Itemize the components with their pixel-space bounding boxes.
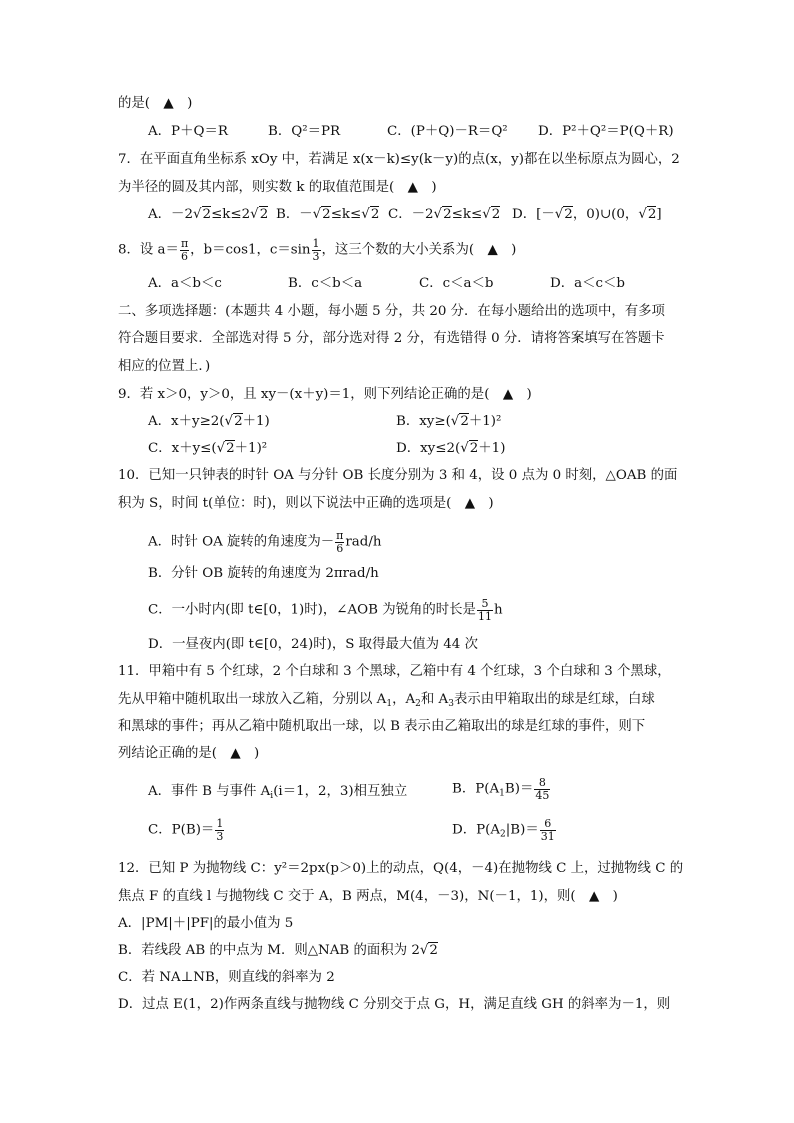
- q12-line-1: 12．已知 P 为抛物线 C：y²＝2px(p＞0)上的动点，Q(4，－4)在抛物线 C 上，过抛物线 C 的: [118, 861, 684, 876]
- q9-option-c: C．x＋y≤(√2＋1)²: [148, 441, 268, 456]
- q7-option-b: B．－√2≤k≤√2: [276, 207, 380, 222]
- q11-option-b: B．$P(A_1B)=$ $\frac{8}{45}$: [452, 776, 550, 802]
- q8-frac-c: $\frac{1}{3}$: [312, 237, 320, 263]
- q10-option-b: B．分针 OB 旋转的角速度为 2πrad/h: [148, 566, 379, 581]
- q12-option-d: D．过点 E(1，2)作两条直线与抛物线 C 分别交于点 G，H，满足直线 GH 的斜率为－1，则: [118, 997, 671, 1012]
- q11-line-2: 先从甲箱中随机取出一球放入乙箱，分别以 $A_1$，$A_2$和 $A_3$表示由甲箱取出的球是红球，白球: [118, 692, 655, 709]
- q7-option-d: D．[－√2，0)∪(0，√2]: [512, 207, 662, 222]
- q9-option-b: B．xy≥(√2＋1)²: [396, 414, 502, 429]
- section2-line-1: 二、多项选择题：(本题共 4 小题，每小题 5 分，共 20 分．在每小题给出的选项中，有多项: [118, 304, 665, 319]
- q6-option-c: C．(P＋Q)－R＝Q²: [387, 124, 508, 139]
- q11-option-d: D．$P(A_2|B)=$ $\frac{6}{31}$: [452, 817, 555, 843]
- q10-option-d: D．一昼夜内(即 t∈[0，24)时)，S 取得最大值为 44 次: [148, 637, 478, 652]
- q8-option-d: D．a＜c＜b: [550, 276, 625, 291]
- q8-frac-a: $\frac{\pi}{6}$: [180, 237, 189, 263]
- q9-option-a: A．x＋y≥2(√2＋1): [148, 414, 270, 429]
- q6-option-a: A．P＋Q＝R: [148, 124, 228, 139]
- q10-line-2: 积为 S，时间 t(单位：时)，则以下说法中正确的选项是( ▲ ): [118, 496, 494, 511]
- q8-option-a: A．a＜b＜c: [148, 276, 222, 291]
- q8-option-b: B．c＜b＜a: [288, 276, 363, 291]
- q8-stem: 8．设 a＝ $\frac{\pi}{6}$ ，b＝cos1，c＝sin $\frac{1}{3}$ ，这三个数的大小关系为( ▲ ): [118, 237, 517, 263]
- q11-option-a: A．事件 B 与事件 $A_i(i=1$，2，3)相互独立: [148, 784, 408, 801]
- q10-option-c: C．一小时内(即 t∈[0，1)时)，∠AOB 为锐角的时长是 $\frac{5}{11}$ h: [148, 597, 503, 623]
- q8-option-c: C．c＜a＜b: [419, 276, 494, 291]
- q6-tail: 的是( ▲ ): [118, 96, 193, 111]
- section2-line-3: 相应的位置上．): [118, 359, 211, 374]
- section2-line-2: 符合题目要求．全部选对得 5 分，部分选对得 2 分，有选错得 0 分．请将答案填写在答题卡: [118, 331, 665, 346]
- q7-option-a: A．－2√2≤k≤2√2: [148, 207, 269, 222]
- q12-option-b: B．若线段 AB 的中点为 M．则△NAB 的面积为 2√2: [118, 943, 438, 958]
- q11-line-4: 列结论正确的是( ▲ ): [118, 746, 260, 761]
- q6-option-b: B．Q²＝PR: [268, 124, 341, 139]
- q7-option-c: C．－2√2≤k≤√2: [388, 207, 501, 222]
- q12-line-2: 焦点 F 的直线 l 与抛物线 C 交于 A，B 两点，M(4，－3)，N(－1，1)，则( ▲ ): [118, 889, 618, 904]
- q10-option-a: A．时针 OA 旋转的角速度为－ $\frac{\pi}{6}$ rad/h: [148, 529, 382, 555]
- q9-stem: 9．若 x＞0，y＞0，且 xy－(x＋y)＝1，则下列结论正确的是( ▲ ): [118, 387, 532, 402]
- q11-option-c: C．P(B)＝ $\frac{1}{3}$: [148, 817, 224, 843]
- q10-line-1: 10．已知一只钟表的时针 OA 与分针 OB 长度分别为 3 和 4，设 0 点为 0 时刻，△OAB 的面: [118, 468, 678, 483]
- q11-line-1: 11．甲箱中有 5 个红球，2 个白球和 3 个黑球，乙箱中有 4 个红球，3 个白球和 3 个黑球，: [118, 664, 671, 679]
- q11-line-3: 和黑球的事件；再从乙箱中随机取出一球，以 B 表示由乙箱取出的球是红球的事件，则下: [118, 719, 646, 734]
- q9-option-d: D．xy≤2(√2＋1): [396, 441, 506, 456]
- q12-option-a: A．|PM|＋|PF|的最小值为 5: [118, 916, 294, 931]
- q6-option-d: D．P²＋Q²＝P(Q＋R): [538, 124, 674, 139]
- q12-option-c: C．若 NA⊥NB，则直线的斜率为 2: [118, 970, 335, 985]
- q7-line-1: 7．在平面直角坐标系 xOy 中，若满足 x(x－k)≤y(k－y)的点(x，y)都在以坐标原点为圆心，2: [118, 152, 680, 167]
- q7-line-2: 为半径的圆及其内部，则实数 k 的取值范围是( ▲ ): [118, 180, 437, 195]
